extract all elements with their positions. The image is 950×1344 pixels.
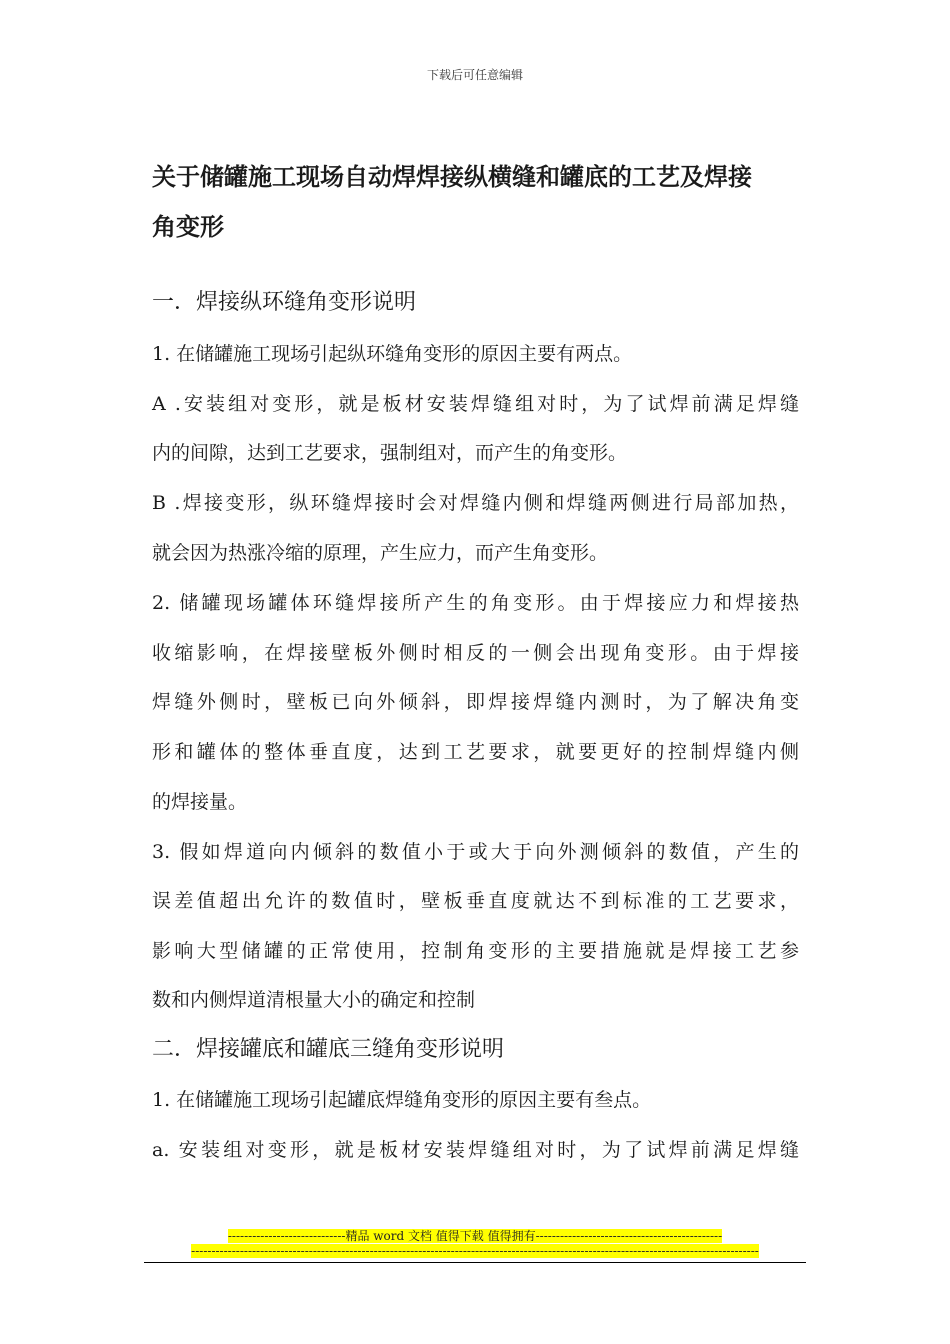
footer-banner-line-2 bbox=[0, 1244, 950, 1258]
section-heading-1: 一．焊接纵环缝角变形说明 bbox=[152, 290, 417, 315]
footer-divider bbox=[144, 1262, 806, 1263]
section-heading-2: 二．焊接罐底和罐底三缝角变形说明 bbox=[152, 1037, 505, 1062]
footer-banner-line-1 bbox=[0, 1229, 950, 1243]
title-line-1: 关于储罐施工现场自动焊焊接纵横缝和罐底的工艺及焊接 bbox=[152, 162, 752, 191]
paragraph-line: 误差值超出允许的数值时，壁板垂直度就达不到标准的工艺要求， bbox=[152, 890, 799, 912]
paragraph-line: B .焊接变形，纵环缝焊接时会对焊缝内侧和焊缝两侧进行局部加热， bbox=[152, 492, 799, 514]
footer-banner-text-2: -------------------------------------------------------------------------------------------------------------------------------------------- bbox=[191, 1244, 759, 1258]
paragraph-line: 收缩影响，在焊接壁板外侧时相反的一侧会出现角变形。由于焊接 bbox=[152, 642, 799, 664]
document-title bbox=[152, 152, 812, 252]
paragraph-line: 内的间隙，达到工艺要求，强制组对，而产生的角变形。 bbox=[152, 442, 628, 464]
paragraph-line: 形和罐体的整体垂直度，达到工艺要求，就要更好的控制焊缝内侧 bbox=[152, 741, 799, 763]
header-note: 下载后可任意编辑 bbox=[426, 68, 523, 82]
paragraph-line: 1. 在储罐施工现场引起纵环缝角变形的原因主要有两点。 bbox=[152, 343, 633, 365]
paragraph-line: 的焊接量。 bbox=[152, 791, 248, 813]
paragraph-line: 3. 假如焊道向内倾斜的数值小于或大于向外测倾斜的数值，产生的 bbox=[152, 841, 799, 863]
paragraph-line: 就会因为热涨冷缩的原理，产生应力，而产生角变形。 bbox=[152, 542, 609, 564]
paragraph-line: 1. 在储罐施工现场引起罐底焊缝角变形的原因主要有叁点。 bbox=[152, 1089, 652, 1111]
title-line-2: 角变形 bbox=[152, 212, 224, 241]
paragraph-line: A .安装组对变形，就是板材安装焊缝组对时，为了试焊前满足焊缝 bbox=[152, 393, 799, 415]
paragraph-line: 影响大型储罐的正常使用，控制角变形的主要措施就是焊接工艺参 bbox=[152, 940, 799, 962]
paragraph-line: a. 安装组对变形，就是板材安装焊缝组对时，为了试焊前满足焊缝 bbox=[152, 1139, 799, 1161]
footer-banner-text-1: -----------------------------精品 word 文档 值得下载 值得拥有---------------------------------------------- bbox=[227, 1229, 723, 1243]
paragraph-line: 焊缝外侧时，壁板已向外倾斜，即焊接焊缝内测时，为了解决角变 bbox=[152, 691, 799, 713]
paragraph-line: 2. 储罐现场罐体环缝焊接所产生的角变形。由于焊接应力和焊接热 bbox=[152, 592, 799, 614]
paragraph-line: 数和内侧焊道清根量大小的确定和控制 bbox=[152, 989, 476, 1011]
